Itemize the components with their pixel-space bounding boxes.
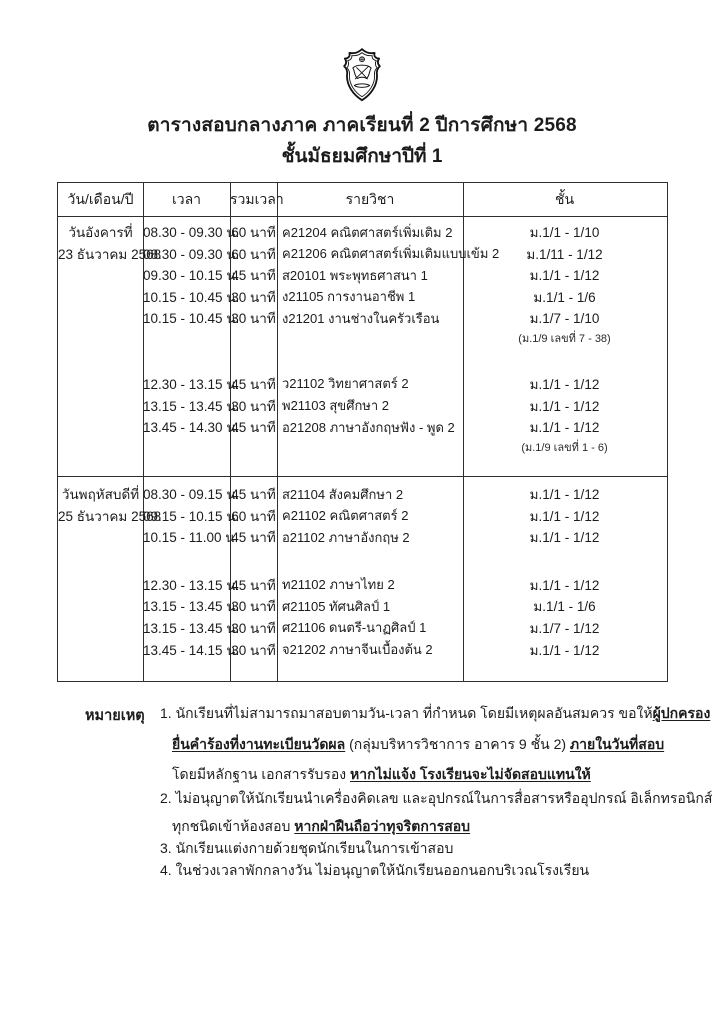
note-4: 4. ในช่วงเวลาพักกลางวัน ไม่อนุญาตให้นักเรียนออกนอกบริเวณโรงเรียน: [160, 862, 590, 878]
exam-row: [58, 243, 667, 265]
exam-grade: ม.1/1 - 1/12: [529, 420, 600, 436]
exam-subject: จ21202 ภาษาจีนเบื้องต้น 2: [282, 642, 433, 658]
grade-note-row: [58, 329, 667, 347]
grade-note: (ม.1/9 เลขที่ 1 - 6): [521, 441, 608, 454]
exam-duration: 60 นาที: [231, 225, 276, 240]
exam-grade: ม.1/1 - 1/12: [529, 577, 600, 593]
table-header-row: [58, 183, 667, 216]
exam-row: [58, 505, 667, 527]
exam-row: [58, 574, 667, 596]
exam-row: [58, 639, 667, 661]
exam-time: 09.15 - 10.15 น.: [143, 508, 240, 524]
exam-subject: ศ21106 ดนตรี-นาฏศิลป์ 1: [282, 620, 427, 636]
exam-row: [58, 221, 667, 243]
exam-subject: ศ21105 ทัศนศิลป์ 1: [282, 598, 391, 614]
exam-grade: ม.1/1 - 1/6: [533, 599, 596, 615]
note-3: 3. นักเรียนแต่งกายด้วยชุดนักเรียนในการเข้าสอบ: [160, 840, 454, 856]
exam-grade: ม.1/1 - 1/12: [529, 642, 600, 658]
exam-duration: 60 นาที: [231, 246, 276, 262]
day-name: วันอังคารที่: [68, 225, 133, 240]
exam-subject: ส20101 พระพุทธศาสนา 1: [282, 267, 428, 283]
exam-subject: ค21204 คณิตศาสตร์เพิ่มเติม 2: [282, 224, 453, 240]
exam-row: [58, 617, 667, 639]
lunch-break-gap: [58, 347, 667, 373]
exam-schedule-table: [57, 182, 668, 682]
exam-time: 13.15 - 13.45 น.: [143, 620, 240, 636]
exam-grade: ม.1/7 - 1/10: [529, 311, 600, 327]
grade-note-row: [58, 438, 667, 456]
exam-duration: 30 นาที: [231, 599, 276, 615]
exam-duration: 30 นาที: [231, 311, 276, 327]
exam-subject: อ21208 ภาษาอังกฤษฟัง - พูด 2: [282, 419, 455, 435]
exam-subject: ง21105 การงานอาชีพ 1: [282, 289, 416, 305]
exam-time: 08.30 - 09.30 น.: [143, 246, 240, 262]
grade-note: (ม.1/9 เลขที่ 7 - 38): [518, 332, 611, 345]
exam-time: 13.45 - 14.30 น.: [143, 420, 240, 436]
exam-duration: 45 นาที: [231, 420, 276, 436]
day-block-thursday: [58, 477, 667, 682]
note-1-line-1: 1. นักเรียนที่ไม่สามารถมาสอบตามวัน-เวลา ที่กำหนด โดยมีเหตุผลอันสมควร ขอให้ผู้ปกครอง: [160, 705, 711, 721]
day-date: 25 ธันวาคม 2568: [58, 508, 162, 524]
notes-list: [160, 703, 713, 880]
exam-row: [58, 595, 667, 617]
notes-label: หมายเหตุ: [85, 708, 145, 724]
exam-grade: ม.1/1 - 1/12: [529, 508, 600, 524]
exam-row: [58, 416, 667, 438]
exam-duration: 30 นาที: [231, 642, 276, 658]
exam-subject: ส21104 สังคมศึกษา 2: [282, 486, 404, 502]
day-block-tuesday: [58, 217, 667, 476]
exam-duration: 45 นาที: [231, 268, 276, 284]
exam-row: [58, 395, 667, 417]
header-date: วัน/เดือน/ปี: [67, 190, 134, 207]
page-title: ตารางสอบกลางภาค ภาคเรียนที่ 2 ปีการศึกษา 2568: [147, 115, 577, 136]
exam-grade: ม.1/1 - 1/12: [529, 487, 600, 502]
exam-time: 13.15 - 13.45 น.: [143, 599, 240, 615]
page-subtitle: ชั้นมัธยมศึกษาปีที่ 1: [281, 146, 443, 167]
exam-subject: ว21102 วิทยาศาสตร์ 2: [282, 376, 409, 392]
exam-grade: ม.1/1 - 1/6: [533, 289, 596, 305]
exam-row: [58, 307, 667, 329]
exam-grade: ม.1/7 - 1/12: [529, 620, 600, 636]
school-crest-icon: [341, 46, 383, 104]
exam-subject: ง21201 งานช่างในครัวเรือน: [282, 310, 440, 326]
exam-grade: ม.1/1 - 1/10: [529, 225, 600, 240]
exam-subject: ค21206 คณิตศาสตร์เพิ่มเติมแบบเข้ม 2: [282, 246, 500, 262]
exam-subject: ท21102 ภาษาไทย 2: [282, 577, 395, 593]
exam-row: [58, 483, 667, 505]
exam-row: [58, 286, 667, 308]
header-subject: รายวิชา: [345, 190, 395, 207]
note-1-line-2: ยื่นคำร้องที่งานทะเบียนวัดผล (กลุ่มบริหารวิชาการ อาคาร 9 ชั้น 2) ภายในวันที่สอบ: [172, 736, 665, 752]
exam-grade: ม.1/1 - 1/12: [529, 376, 600, 392]
lunch-break-gap: [58, 548, 667, 574]
exam-row: [58, 264, 667, 286]
note-1-line-3: โดยมีหลักฐาน เอกสารรับรอง หากไม่แจ้ง โรงเรียนจะไม่จัดสอบแทนให้: [172, 766, 591, 782]
exam-grade: ม.1/11 - 1/12: [526, 246, 603, 262]
exam-time: 10.15 - 10.45 น.: [143, 289, 240, 305]
exam-duration: 45 นาที: [231, 577, 276, 593]
exam-grade: ม.1/1 - 1/12: [529, 530, 600, 546]
exam-grade: ม.1/1 - 1/12: [529, 268, 600, 284]
exam-row: [58, 526, 667, 548]
header-duration: รวมเวลา: [230, 190, 284, 207]
exam-duration: 60 นาที: [231, 508, 276, 524]
exam-time: 10.15 - 10.45 น.: [143, 311, 240, 327]
exam-time: 12.30 - 13.15 น.: [143, 577, 240, 593]
note-2-line-2: ทุกชนิดเข้าห้องสอบ หากฝ่าฝืนถือว่าทุจริตการสอบ: [172, 818, 471, 834]
header-time: เวลา: [171, 190, 202, 207]
day-name: วันพฤหัสบดีที่: [61, 487, 140, 502]
exam-row: [58, 373, 667, 395]
note-2-line-1: 2. ไม่อนุญาตให้นักเรียนนำเครื่องคิดเลข และอุปกรณ์ในการสื่อสารหรืออุปกรณ์ อิเล็กทรอนิกส์: [160, 790, 713, 806]
exam-grade: ม.1/1 - 1/12: [529, 398, 600, 414]
exam-time: 08.30 - 09.15 น.: [143, 487, 240, 502]
exam-duration: 45 นาที: [231, 530, 276, 546]
exam-time: 13.45 - 14.15 น.: [143, 642, 240, 658]
exam-time: 10.15 - 11.00 น.: [143, 530, 239, 546]
exam-duration: 45 นาที: [231, 376, 276, 392]
header-grade: ชั้น: [554, 190, 575, 207]
exam-time: 12.30 - 13.15 น.: [143, 376, 240, 392]
exam-time: 09.30 - 10.15 น.: [143, 268, 240, 284]
exam-time: 08.30 - 09.30 น.: [143, 225, 240, 240]
exam-subject: พ21103 สุขศึกษา 2: [282, 398, 390, 414]
exam-duration: 30 นาที: [231, 398, 276, 414]
exam-duration: 30 นาที: [231, 289, 276, 305]
exam-subject: ค21102 คณิตศาสตร์ 2: [282, 508, 409, 524]
exam-subject: อ21102 ภาษาอังกฤษ 2: [282, 529, 410, 545]
day-date: 23 ธันวาคม 2568: [58, 246, 162, 262]
exam-duration: 30 นาที: [231, 620, 276, 636]
exam-duration: 45 นาที: [231, 487, 276, 502]
exam-time: 13.15 - 13.45 น.: [143, 398, 240, 414]
